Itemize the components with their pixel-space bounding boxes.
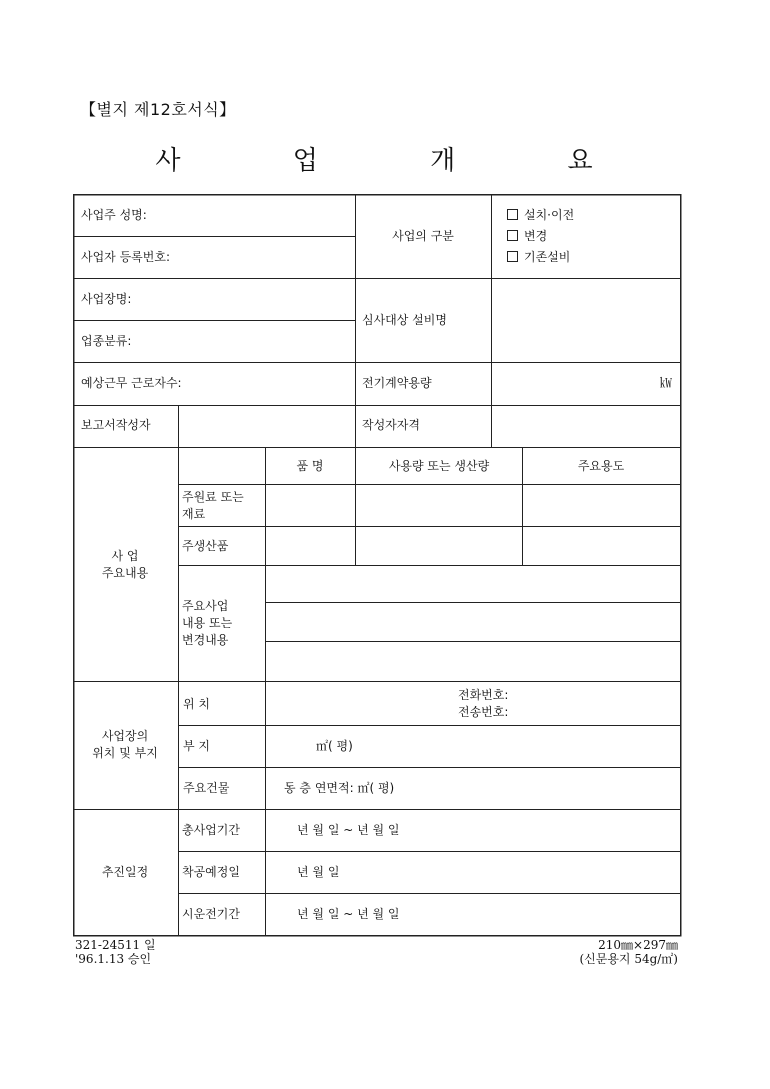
location-section-label-2: 위치 및 부지 — [92, 746, 158, 760]
writer-qualification-label: 작성자자격 — [362, 418, 420, 432]
option-label: 기존설비 — [524, 250, 571, 264]
checkbox-icon — [507, 251, 518, 262]
footer-approval-date: '96.1.13 승인 — [75, 952, 152, 966]
total-period-label: 총사업기간 — [182, 823, 240, 837]
footer-approval-number: 321-24511 일 — [75, 938, 156, 952]
main-business-label-2: 내용 또는 — [182, 616, 233, 630]
trial-period-label: 시운전기간 — [182, 907, 240, 921]
col-header-item-name: 품 명 — [296, 459, 324, 473]
electric-contract-capacity-label: 전기계약용량 — [362, 376, 432, 390]
option-label: 설치·이전 — [524, 208, 575, 222]
option-install-relocate[interactable] — [507, 207, 574, 223]
raw-material-label-2: 재료 — [182, 507, 206, 521]
phone-number-label: 전화번호: — [458, 688, 509, 702]
report-writer-label: 보고서작성자 — [81, 418, 151, 432]
footer-paper-size: 210㎜×297㎜ — [598, 938, 678, 952]
checkbox-icon — [507, 209, 518, 220]
review-equipment-label: 심사대상 설비명 — [362, 313, 447, 327]
kilowatt-unit: ㎾ — [660, 376, 673, 390]
start-date-value: 년 월 일 — [297, 865, 340, 879]
main-product-label: 주생산품 — [182, 539, 229, 553]
main-building-label: 주요건물 — [183, 781, 230, 795]
form-number-label: 【별지 제12호서식】 — [80, 100, 236, 119]
business-registration-number-label: 사업자 등록번호: — [81, 250, 171, 264]
business-content-section-label-2: 주요내용 — [101, 566, 149, 580]
checkbox-icon — [507, 230, 518, 241]
location-section-label: 사업장의 — [101, 729, 149, 743]
start-date-label: 착공예정일 — [182, 865, 240, 879]
page-title: 사 업 개 요 — [155, 146, 645, 176]
workplace-name-label: 사업장명: — [81, 292, 132, 306]
col-header-purpose: 주요용도 — [577, 459, 625, 473]
industry-classification-label: 업종분류: — [81, 334, 132, 348]
expected-workers-label: 예상근무 근로자수: — [81, 376, 182, 390]
site-area-value: ㎡( 평) — [316, 739, 353, 753]
option-change[interactable] — [507, 228, 547, 244]
position-label: 위 치 — [183, 697, 210, 711]
site-label: 부 지 — [183, 739, 210, 753]
business-type-label: 사업의 구분 — [392, 229, 454, 243]
fax-number-label: 전송번호: — [458, 705, 509, 719]
footer-paper-type: (신문용지 54g/㎡) — [579, 952, 678, 966]
trial-period-value: 년 월 일 ~ 년 월 일 — [297, 907, 400, 921]
schedule-section-label: 추진일정 — [101, 865, 149, 879]
option-existing-equipment[interactable] — [507, 249, 570, 265]
option-label: 변경 — [524, 229, 548, 243]
owner-name-label: 사업주 성명: — [81, 208, 147, 222]
col-header-usage: 사용량 또는 생산량 — [388, 459, 490, 473]
main-business-label-3: 변경내용 — [182, 633, 229, 647]
main-building-value: 동 층 연면적: ㎡( 평) — [284, 781, 395, 795]
raw-material-label: 주원료 또는 — [182, 490, 244, 504]
main-business-label: 주요사업 — [182, 599, 229, 613]
total-period-value: 년 월 일 ~ 년 월 일 — [297, 823, 400, 837]
business-content-section-label: 사 업 — [111, 549, 139, 563]
